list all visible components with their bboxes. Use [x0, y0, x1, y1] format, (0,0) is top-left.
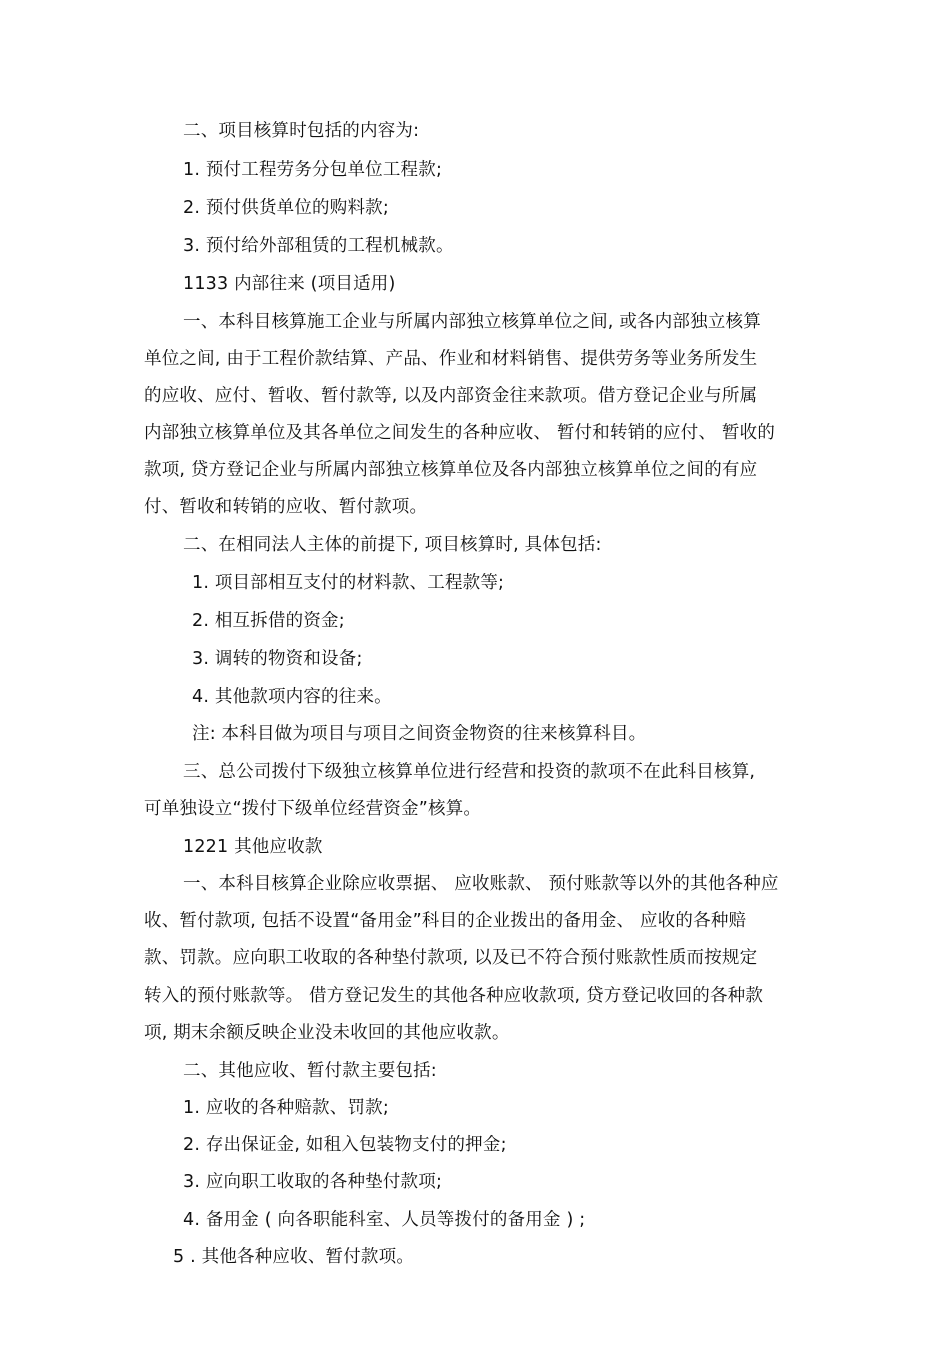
paragraph-line: 转入的预付账款等。 借方登记发生的其他各种应收款项, 贷方登记收回的各种款: [144, 986, 764, 1006]
paragraph-line: 可单独设立“拨付下级单位经营资金”核算。: [144, 799, 482, 819]
paragraph-line: 的应收、应付、暂收、暂付款等, 以及内部资金往来款项。借方登记企业与所属: [144, 386, 758, 406]
paragraph-line: 三、总公司拨付下级独立核算单位进行经营和投资的款项不在此科目核算,: [183, 762, 756, 782]
list-item: 5 . 其他各种应收、暂付款项。: [173, 1247, 415, 1267]
list-item: 2. 相互拆借的资金;: [192, 611, 345, 631]
list-item: 1. 预付工程劳务分包单位工程款;: [183, 160, 443, 180]
list-item: 4. 备用金 ( 向各职能科室、人员等拨付的备用金 ) ;: [183, 1210, 586, 1230]
paragraph-line: 付、暂收和转销的应收、暂付款项。: [144, 497, 428, 517]
section-heading: 二、其他应收、暂付款主要包括:: [183, 1061, 437, 1081]
list-item: 3. 应向职工收取的各种垫付款项;: [183, 1172, 443, 1192]
paragraph-line: 款项, 贷方登记企业与所属内部独立核算单位及各内部独立核算单位之间的有应: [144, 460, 758, 480]
list-item: 4. 其他款项内容的往来。: [192, 687, 392, 707]
list-item: 2. 存出保证金, 如租入包装物支付的押金;: [183, 1135, 507, 1155]
account-title: 1133 内部往来 (项目适用): [183, 274, 396, 294]
section-heading: 二、项目核算时包括的内容为:: [183, 121, 420, 141]
note-line: 注: 本科目做为项目与项目之间资金物资的往来核算科目。: [192, 724, 647, 744]
paragraph-line: 一、本科目核算企业除应收票据、 应收账款、 预付账款等以外的其他各种应: [183, 874, 779, 894]
list-item: 2. 预付供货单位的购料款;: [183, 198, 389, 218]
paragraph-line: 单位之间, 由于工程价款结算、产品、作业和材料销售、提供劳务等业务所发生: [144, 349, 758, 369]
section-heading: 二、在相同法人主体的前提下, 项目核算时, 具体包括:: [183, 535, 602, 555]
list-item: 1. 项目部相互支付的材料款、工程款等;: [192, 573, 505, 593]
paragraph-line: 收、暂付款项, 包括不设置“备用金”科目的企业拨出的备用金、 应收的各种赔: [144, 911, 747, 931]
paragraph-line: 款、罚款。应向职工收取的各种垫付款项, 以及已不符合预付账款性质而按规定: [144, 948, 758, 968]
list-item: 3. 预付给外部租赁的工程机械款。: [183, 236, 454, 256]
list-item: 1. 应收的各种赔款、罚款;: [183, 1098, 389, 1118]
list-item: 3. 调转的物资和设备;: [192, 649, 363, 669]
paragraph-line: 项, 期末余额反映企业没未收回的其他应收款。: [144, 1023, 510, 1043]
paragraph-line: 一、本科目核算施工企业与所属内部独立核算单位之间, 或各内部独立核算: [183, 312, 761, 332]
paragraph-line: 内部独立核算单位及其各单位之间发生的各种应收、 暂付和转销的应付、 暂收的: [144, 423, 776, 443]
account-title: 1221 其他应收款: [183, 837, 323, 857]
